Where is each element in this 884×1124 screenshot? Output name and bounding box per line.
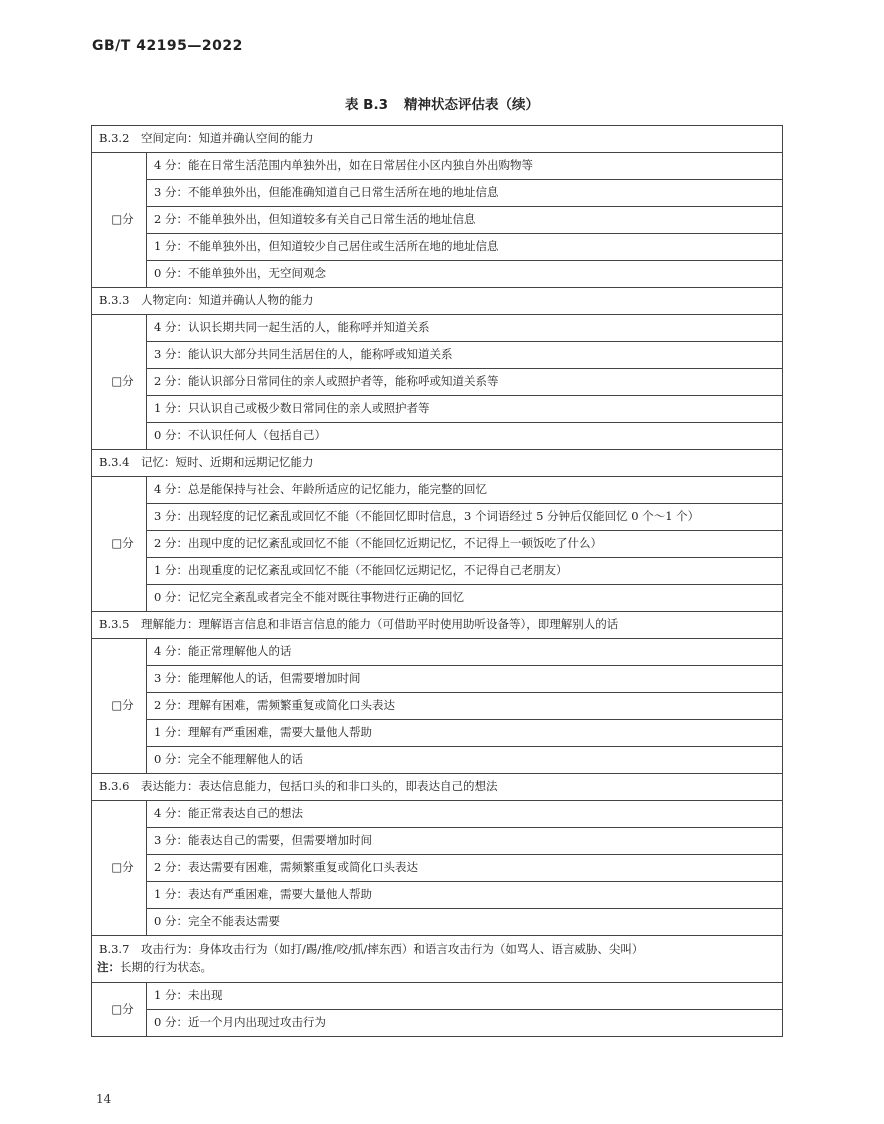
score-option: 3 分：能理解他人的话，但需要增加时间 [147, 666, 783, 693]
option-row [92, 504, 783, 531]
section-header [92, 126, 783, 153]
section-title: 理解能力：理解语言信息和非语言信息的能力（可借助平时使用助听设备等），即理解别人的话 [141, 617, 619, 632]
score-option: 4 分：认识长期共同一起生活的人，能称呼并知道关系 [147, 315, 783, 342]
score-input-box[interactable]: □分 [92, 477, 147, 612]
option-row [92, 855, 783, 882]
option-row [92, 909, 783, 936]
section-code: B.3.2 [99, 131, 130, 146]
section-code: B.3.5 [99, 617, 130, 632]
score-option: 4 分：能正常理解他人的话 [147, 639, 783, 666]
page-number: 14 [96, 1092, 112, 1106]
score-option: 0 分：不认识任何人（包括自己） [147, 423, 783, 450]
option-row [92, 153, 783, 180]
section-header [92, 288, 783, 315]
option-row [92, 369, 783, 396]
score-option: 3 分：能认识大部分共同生活居住的人，能称呼或知道关系 [147, 342, 783, 369]
score-option: 0 分：近一个月内出现过攻击行为 [147, 1010, 783, 1037]
option-row [92, 828, 783, 855]
score-option: 3 分：出现轻度的记忆紊乱或回忆不能（不能回忆即时信息，3 个词语经过 5 分钟后仅能回忆 0 个～1 个） [147, 504, 783, 531]
score-input-box[interactable]: □分 [92, 153, 147, 288]
option-row [92, 558, 783, 585]
option-row [92, 693, 783, 720]
section-code: B.3.6 [99, 779, 130, 794]
table-number: 表 B.3 [344, 97, 388, 113]
section-code: B.3.3 [99, 293, 130, 308]
table-title [0, 93, 884, 113]
section-title: 人物定向：知道并确认人物的能力 [141, 293, 314, 308]
section-code: B.3.4 [99, 455, 130, 470]
section-note [97, 961, 782, 975]
section-title: 表达能力：表达信息能力，包括口头的和非口头的，即表达自己的想法 [141, 779, 498, 794]
score-input-box[interactable]: □分 [92, 639, 147, 774]
section-header-row [92, 288, 783, 315]
option-row [92, 342, 783, 369]
score-option: 1 分：未出现 [147, 983, 783, 1010]
option-row [92, 585, 783, 612]
score-option: 1 分：出现重度的记忆紊乱或回忆不能（不能回忆远期记忆，不记得自己老朋友） [147, 558, 783, 585]
score-option: 0 分：完全不能表达需要 [147, 909, 783, 936]
section-code: B.3.7 [99, 942, 130, 957]
score-option: 2 分：表达需要有困难，需频繁重复或简化口头表达 [147, 855, 783, 882]
score-option: 1 分：理解有严重困难，需要大量他人帮助 [147, 720, 783, 747]
score-option: 1 分：不能单独外出，但知道较少自己居住或生活所在地的地址信息 [147, 234, 783, 261]
score-option: 2 分：理解有困难，需频繁重复或简化口头表达 [147, 693, 783, 720]
score-option: 2 分：出现中度的记忆紊乱或回忆不能（不能回忆近期记忆，不记得上一顿饭吃了什么） [147, 531, 783, 558]
option-row [92, 639, 783, 666]
score-option: 4 分：总是能保持与社会、年龄所适应的记忆能力，能完整的回忆 [147, 477, 783, 504]
option-row [92, 983, 783, 1010]
option-row [92, 234, 783, 261]
score-option: 4 分：能正常表达自己的想法 [147, 801, 783, 828]
section-title: 空间定向：知道并确认空间的能力 [141, 131, 314, 146]
assessment-table [91, 125, 783, 1037]
option-row [92, 477, 783, 504]
option-row [92, 396, 783, 423]
section-header-row [92, 450, 783, 477]
score-option: 1 分：只认识自己或极少数日常同住的亲人或照护者等 [147, 396, 783, 423]
option-row [92, 801, 783, 828]
option-row [92, 1010, 783, 1037]
score-option: 3 分：不能单独外出，但能准确知道自己日常生活所在地的地址信息 [147, 180, 783, 207]
score-option: 3 分：能表达自己的需要，但需要增加时间 [147, 828, 783, 855]
section-header-row [92, 936, 783, 983]
option-row [92, 180, 783, 207]
section-header [92, 774, 783, 801]
table-name: 精神状态评估表（续） [404, 97, 539, 113]
option-row [92, 207, 783, 234]
score-option: 0 分：不能单独外出，无空间观念 [147, 261, 783, 288]
section-header [92, 936, 783, 983]
score-option: 2 分：不能单独外出，但知道较多有关自己日常生活的地址信息 [147, 207, 783, 234]
standard-number: GB/T 42195—2022 [92, 38, 243, 54]
section-header [92, 612, 783, 639]
section-header [92, 450, 783, 477]
option-row [92, 720, 783, 747]
score-input-box[interactable]: □分 [92, 315, 147, 450]
score-option: 0 分：完全不能理解他人的话 [147, 747, 783, 774]
option-row [92, 747, 783, 774]
score-option: 0 分：记忆完全紊乱或者完全不能对既往事物进行正确的回忆 [147, 585, 783, 612]
option-row [92, 315, 783, 342]
note-label: 注： [97, 960, 120, 974]
score-input-box[interactable]: □分 [92, 983, 147, 1037]
option-row [92, 531, 783, 558]
option-row [92, 666, 783, 693]
section-header-row [92, 126, 783, 153]
option-row [92, 423, 783, 450]
section-title: 记忆：短时、近期和远期记忆能力 [141, 455, 314, 470]
score-option: 1 分：表达有严重困难，需要大量他人帮助 [147, 882, 783, 909]
score-option: 4 分：能在日常生活范围内单独外出，如在日常居住小区内独自外出购物等 [147, 153, 783, 180]
section-header-row [92, 612, 783, 639]
note-text: 长期的行为状态。 [120, 960, 212, 974]
option-row [92, 882, 783, 909]
section-title: 攻击行为：身体攻击行为（如打/踢/推/咬/抓/摔东西）和语言攻击行为（如骂人、语言威胁、尖叫） [141, 942, 644, 957]
score-option: 2 分：能认识部分日常同住的亲人或照护者等，能称呼或知道关系等 [147, 369, 783, 396]
score-input-box[interactable]: □分 [92, 801, 147, 936]
section-header-row [92, 774, 783, 801]
option-row [92, 261, 783, 288]
